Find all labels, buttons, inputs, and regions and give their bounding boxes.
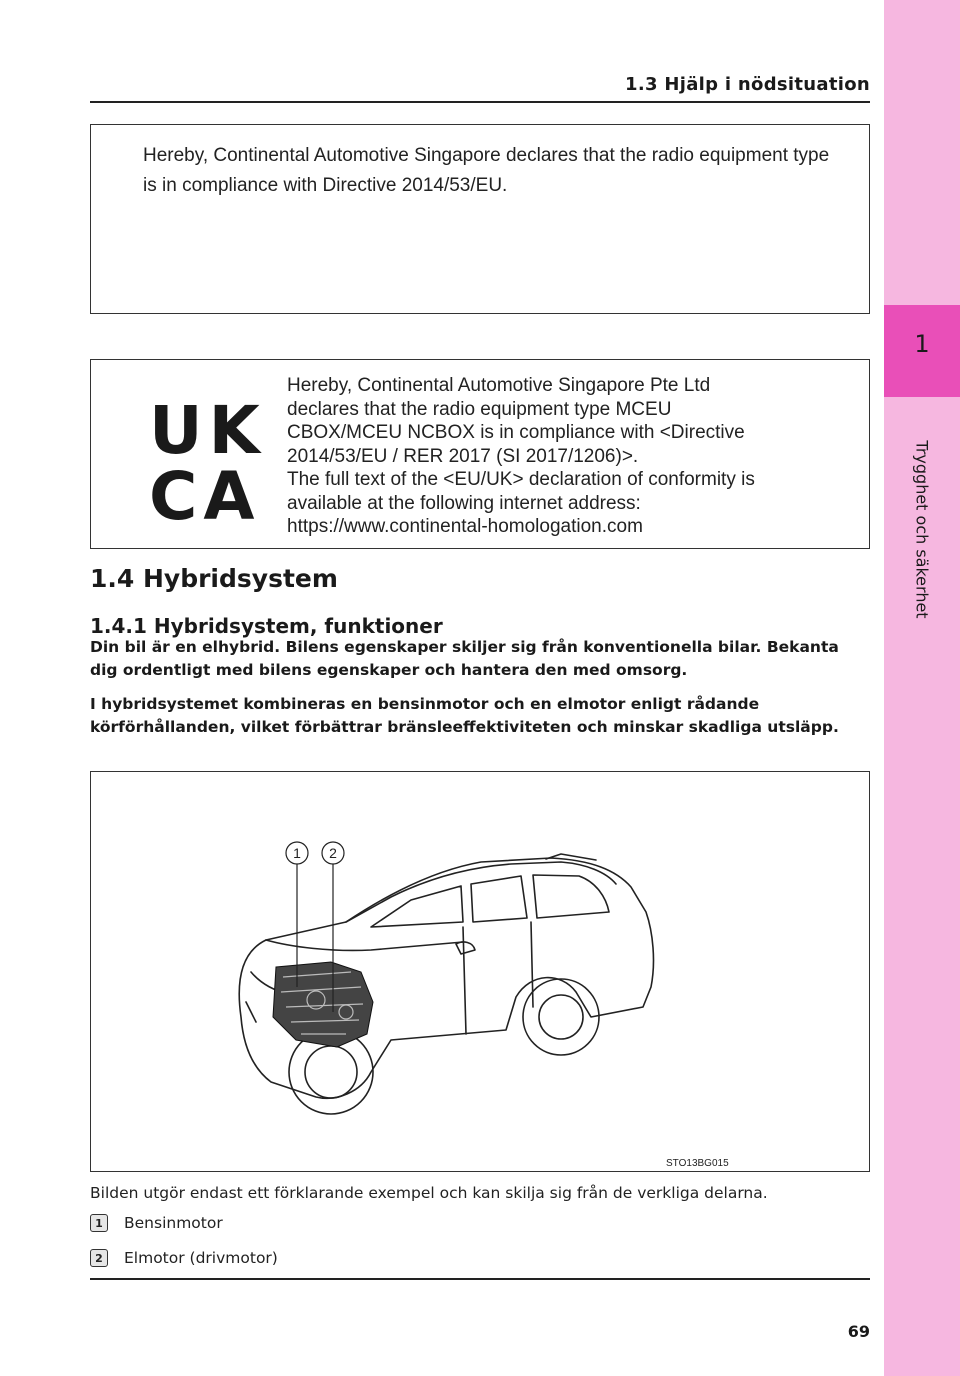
legend-number-badge: 1 (90, 1214, 108, 1232)
legend-number-badge: 2 (90, 1249, 108, 1267)
declaration-line: 2014/53/EU / RER 2017 (SI 2017/1206)>. (287, 445, 639, 467)
declaration-line: available at the following internet address: (287, 492, 641, 514)
subsection-heading: 1.4.1 Hybridsystem, funktioner (90, 614, 443, 638)
figure-caption: Bilden utgör endast ett förklarande exempel och kan skilja sig från de verkliga delarna. (90, 1184, 768, 1202)
declaration-box-uk (90, 359, 870, 549)
page-number: 69 (847, 1322, 870, 1341)
hybrid-figure (90, 771, 870, 1172)
callout-1: 1 (293, 845, 301, 861)
legend-label: Elmotor (drivmotor) (124, 1249, 278, 1267)
section-header-title: 1.3 Hjälp i nödsituation (625, 74, 870, 95)
declaration-text-eu: Hereby, Continental Automotive Singapore declares that the radio equipment type is in compliance with Directive 2014/53/EU. (143, 145, 830, 196)
declaration-line: The full text of the <EU/UK> declaration of conformity is (287, 469, 755, 490)
chapter-number: 1 (914, 330, 930, 358)
body-paragraph: I hybridsystemet kombineras en bensinmotor och en elmotor enligt rådande körförhållanden, vilket förbättrar bränsleeffektiviteten och minskar skadliga utsläpp. (90, 695, 839, 736)
chapter-side-tab (884, 0, 960, 1376)
callout-2: 2 (329, 845, 337, 861)
declaration-text-uk (287, 374, 857, 539)
header-divider (90, 101, 870, 103)
declaration-line: declares that the radio equipment type MCEU (287, 398, 672, 420)
chapter-title: Trygghet och säkerhet (912, 440, 932, 619)
legend-item (90, 1249, 278, 1267)
ukca-logo: UK CA (149, 392, 266, 535)
legend-label: Bensinmotor (124, 1214, 223, 1232)
declaration-line: Hereby, Continental Automotive Singapore Pte Ltd (287, 375, 711, 396)
intro-paragraph: Din bil är en elhybrid. Bilens egenskaper skiljer sig från konventionella bilar. Bekanta dig ordentligt med bilens egenskaper och hantera den med omsorg. (90, 638, 839, 679)
footer-divider (90, 1278, 870, 1280)
declaration-box-eu (90, 124, 870, 314)
legend-item (90, 1214, 223, 1232)
section-heading: 1.4 Hybridsystem (90, 564, 338, 593)
figure-code: STO13BG015 (666, 1158, 729, 1169)
car-illustration (91, 772, 869, 1171)
declaration-line: CBOX/MCEU NCBOX is in compliance with <Directive (287, 422, 745, 443)
declaration-url: https://www.continental-homologation.com (287, 516, 643, 537)
